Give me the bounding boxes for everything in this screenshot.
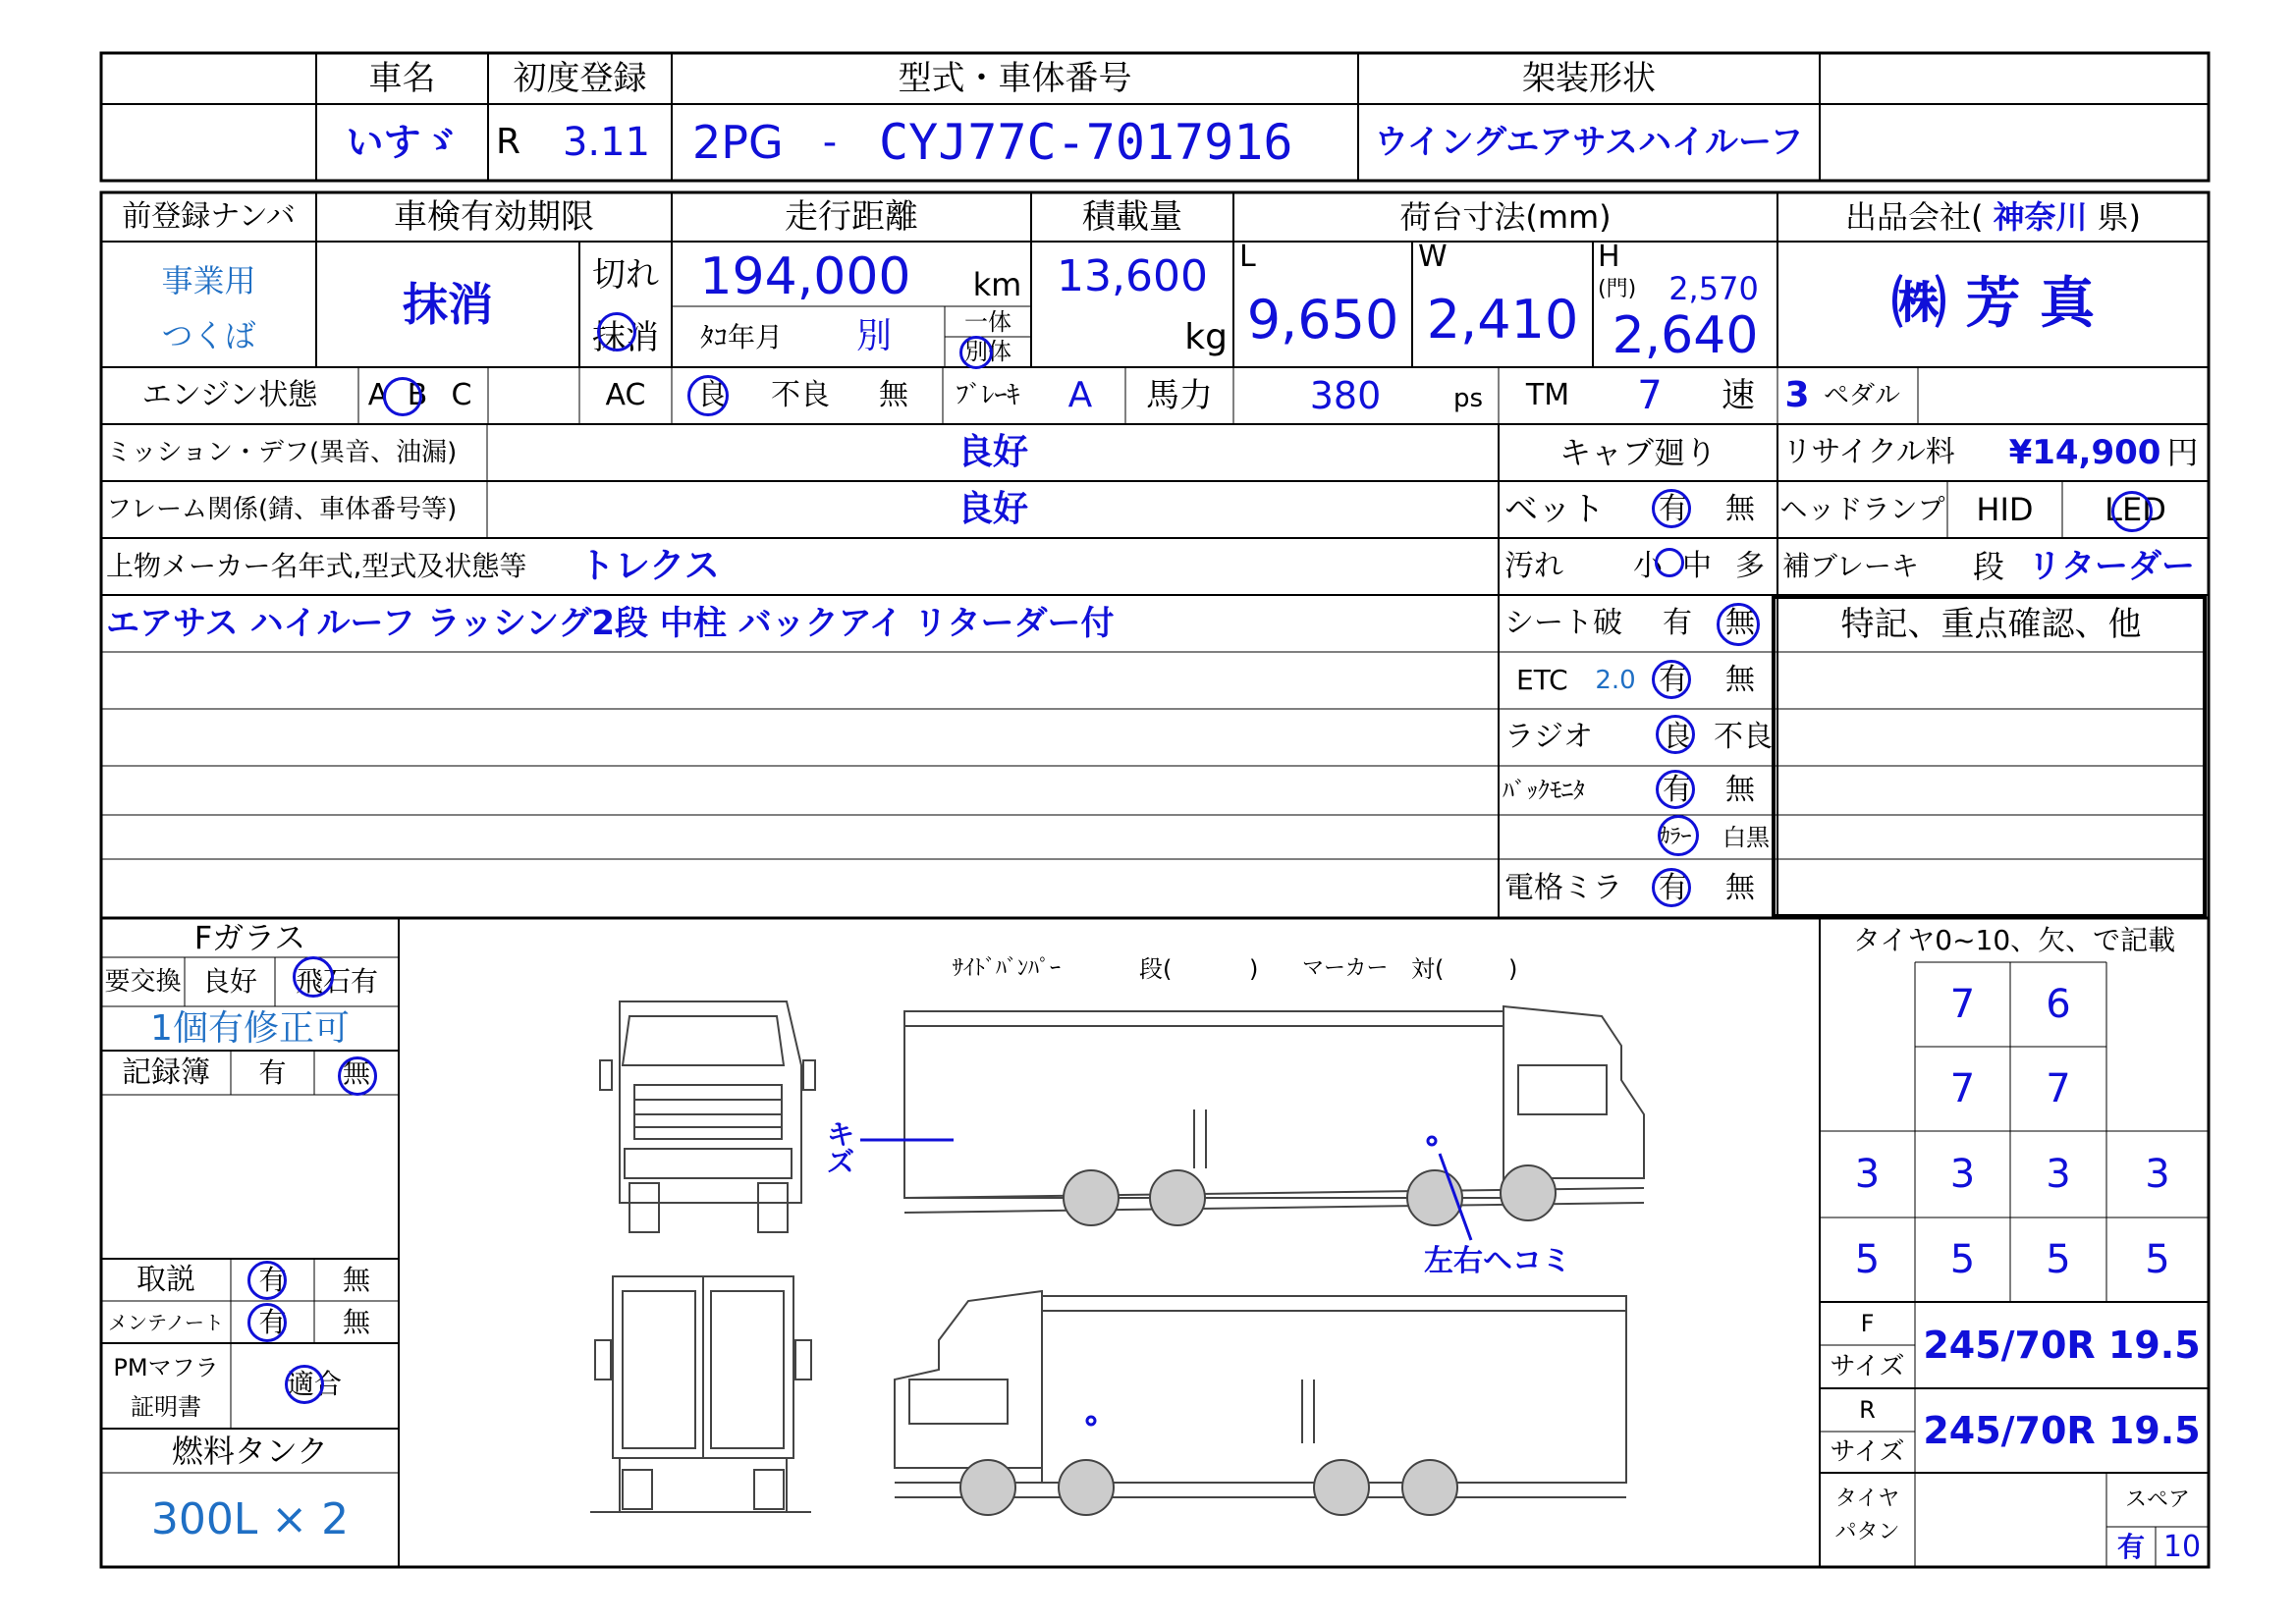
car-name: いすゞ xyxy=(346,121,459,164)
cancelled-label: 抹消 xyxy=(592,317,659,357)
cab-seat-yes: 有 xyxy=(1663,606,1692,640)
tire-r2-left: 7 xyxy=(1949,1066,1976,1111)
pm-circle xyxy=(285,1365,324,1404)
marker-pair: 対( xyxy=(1411,955,1445,983)
headlamp-hid: HID xyxy=(1976,491,2034,528)
mileage-label: 走行距離 xyxy=(785,197,918,237)
seller-label-post: 県) xyxy=(2097,198,2141,236)
tire-pattern-label-1: タイヤ xyxy=(1834,1487,1900,1511)
gate-label: (門) xyxy=(1598,277,1637,301)
marker-dot xyxy=(1428,1137,1436,1145)
glass-good: 良好 xyxy=(201,965,257,998)
engine-grade-c: C xyxy=(451,378,472,412)
ac-good-circle xyxy=(687,375,729,416)
reg-date: 3.11 xyxy=(562,120,651,165)
model-prefix: 2PG xyxy=(692,116,784,169)
spare-value: 10 xyxy=(2162,1529,2202,1564)
aux-brake-value: リターダー xyxy=(2028,547,2195,586)
bumper-step: 段( xyxy=(1139,955,1173,983)
ac-label: AC xyxy=(605,378,646,412)
manual-none: 無 xyxy=(342,1263,370,1296)
tire-r4-2: 5 xyxy=(1949,1237,1976,1282)
truck-side-view-right xyxy=(904,1006,1644,1225)
tire-r4-1: 5 xyxy=(1854,1237,1881,1282)
cab-mirror-label: 電格ミラ xyxy=(1504,871,1622,905)
reg-era: R xyxy=(496,122,521,162)
mission-value: 良好 xyxy=(957,432,1028,472)
plate-area: つくば xyxy=(161,317,256,354)
mileage-value: 194,000 xyxy=(699,247,911,306)
cab-etc-yes: 有 xyxy=(1659,663,1688,697)
maint-yes: 有 xyxy=(258,1305,287,1338)
length-value: 9,650 xyxy=(1246,289,1399,351)
brake-value: A xyxy=(1067,375,1093,415)
engine-label: エンジン状態 xyxy=(141,378,318,412)
cab-seat-circle xyxy=(1717,603,1760,646)
body-label: 架装形状 xyxy=(1522,59,1656,98)
spare-label: スペア xyxy=(2124,1488,2190,1512)
engine-grade-b: B xyxy=(407,378,428,412)
headlamp-led: LED xyxy=(2105,491,2166,528)
records-circle xyxy=(338,1056,377,1096)
ac-none: 無 xyxy=(879,378,908,412)
scratch-label: キズ xyxy=(827,1118,855,1178)
length-label: L xyxy=(1239,240,1256,274)
glass-note: 1個有修正可 xyxy=(150,1007,350,1049)
engine-grade-a: A xyxy=(367,378,389,412)
fuel-label: 燃料タンク xyxy=(171,1432,329,1470)
maint-circle xyxy=(247,1303,287,1342)
cab-mirror-yes: 有 xyxy=(1659,871,1688,905)
maint-label: メンテノート xyxy=(108,1310,224,1334)
power-value: 380 xyxy=(1309,374,1382,417)
truck-diagram xyxy=(399,918,1820,1567)
body-type: ウイングエアサスハイルーフ xyxy=(1374,123,1804,162)
pm-label-2: 証明書 xyxy=(131,1393,201,1421)
cab-color-circle xyxy=(1658,815,1699,856)
bumper-label: ｻｲﾄﾞﾊﾞﾝﾊﾟｰ xyxy=(953,956,1062,981)
tire-r3-3: 3 xyxy=(2046,1152,2071,1197)
body-maker-label: 上物メーカー名年式,型式及状態等 xyxy=(106,550,527,582)
marker-close: ) xyxy=(1508,955,1518,983)
ps-unit: ps xyxy=(1452,384,1484,413)
integrated-label: 一体 xyxy=(964,308,1011,336)
cab-radio-circle xyxy=(1656,715,1695,754)
tire-r1-left: 7 xyxy=(1949,982,1976,1027)
cab-mirror-circle xyxy=(1652,868,1691,907)
width-value: 2,410 xyxy=(1426,289,1579,351)
glass-title: Fガラス xyxy=(193,919,306,956)
separate-circle xyxy=(959,336,993,369)
model-dash: - xyxy=(822,120,838,165)
tacho-value: 別 xyxy=(855,316,892,356)
cab-dirt-small: 小 xyxy=(1633,549,1663,583)
gate-value: 2,570 xyxy=(1668,270,1759,307)
height-label: H xyxy=(1598,240,1620,274)
ac-good: 良 xyxy=(697,378,727,412)
cab-monitor-label: ﾊﾞｯｸﾓﾆﾀ xyxy=(1503,777,1585,804)
tire-r3-2: 3 xyxy=(1949,1152,1976,1197)
cab-monitor-yes: 有 xyxy=(1663,773,1692,807)
bed-size-label: 荷台寸法(mm) xyxy=(1399,198,1612,236)
recycle-label: リサイクル料 xyxy=(1782,435,1955,469)
tire-r2-right: 7 xyxy=(2046,1066,2071,1111)
prev-plate-label: 前登録ナンバ xyxy=(122,199,296,234)
km-unit: km xyxy=(972,266,1022,303)
cancelled-circle xyxy=(597,312,636,352)
width-label: W xyxy=(1418,240,1448,274)
tm-value: 7 xyxy=(1637,373,1663,418)
cab-dirt-large: 多 xyxy=(1735,549,1765,583)
cab-bed-circle xyxy=(1652,489,1691,528)
cab-etc-label: ETC xyxy=(1516,664,1568,696)
headlamp-label: ヘッドランプ xyxy=(1779,493,1945,525)
tire-r4-3: 5 xyxy=(2046,1237,2071,1282)
height-value: 2,640 xyxy=(1612,306,1759,365)
tire-r-size: 245/70R 19.5 xyxy=(1923,1409,2201,1452)
cab-color-label: ｶﾗｰ xyxy=(1659,824,1692,849)
body-maker-value: トレクス xyxy=(579,546,720,586)
cab-monitor-circle xyxy=(1656,770,1695,809)
cab-etc-none: 無 xyxy=(1725,663,1755,697)
model-label: 型式・車体番号 xyxy=(898,59,1132,98)
cab-title: キャブ廻り xyxy=(1558,434,1717,471)
engine-grade-circle xyxy=(383,377,422,416)
cab-dirt-label: 汚れ xyxy=(1504,549,1563,583)
records-label: 記録簿 xyxy=(122,1055,210,1090)
cab-bed-none: 無 xyxy=(1725,492,1755,526)
bumper-close: ) xyxy=(1249,955,1259,983)
cab-radio-bad: 不良 xyxy=(1714,720,1773,754)
tire-pattern-label-2: パタン xyxy=(1834,1520,1900,1544)
cab-bed-label: ベット xyxy=(1504,490,1605,529)
marker-label: マーカー xyxy=(1302,956,1389,981)
aux-brake-label: 補ブレーキ xyxy=(1782,550,1919,582)
plate-use: 事業用 xyxy=(161,262,256,299)
seller-name: ㈱ 芳 真 xyxy=(1891,272,2095,336)
cab-seat-none: 無 xyxy=(1725,606,1755,640)
cab-mirror-none: 無 xyxy=(1725,871,1755,905)
body-notes: エアサス ハイルーフ ラッシング2段 中柱 バックアイ リターダー付 xyxy=(106,604,1115,643)
tire-title: タイヤ0~10、欠、で記載 xyxy=(1852,923,2176,956)
ac-bad: 不良 xyxy=(771,378,830,412)
cab-etc-circle xyxy=(1652,660,1691,699)
truck-side-view-left xyxy=(895,1291,1626,1515)
cab-radio-good: 良 xyxy=(1663,720,1692,754)
manual-label: 取説 xyxy=(137,1262,195,1297)
truck-rear-view xyxy=(590,1276,811,1512)
pedal-label: ペダル xyxy=(1824,381,1901,410)
cab-bed-yes: 有 xyxy=(1659,492,1688,526)
manual-circle xyxy=(247,1261,287,1300)
manual-yes: 有 xyxy=(258,1263,287,1296)
tire-f-size-label: サイズ xyxy=(1830,1352,1905,1381)
expired-label: 切れ xyxy=(592,254,659,295)
remarks-title: 特記、重点確認、他 xyxy=(1840,605,2142,644)
maint-none: 無 xyxy=(342,1305,370,1338)
chassis-number: CYJ77C-7017916 xyxy=(879,114,1293,171)
glass-replace: 要交換 xyxy=(104,967,182,997)
tire-r1-right: 6 xyxy=(2046,982,2071,1027)
pm-label-1: PMマフラ xyxy=(113,1354,219,1381)
kg-unit: kg xyxy=(1184,317,1228,357)
first-reg-label: 初度登録 xyxy=(513,59,647,98)
recycle-value: ¥14,900 xyxy=(2008,433,2161,472)
records-yes: 有 xyxy=(258,1055,287,1089)
power-label: 馬力 xyxy=(1146,376,1213,415)
load-value: 13,600 xyxy=(1057,251,1208,301)
truck-front-view xyxy=(600,1001,815,1232)
inspection-value: 抹消 xyxy=(403,278,493,331)
mission-label: ミッション・デフ(異音、油漏) xyxy=(106,438,458,467)
cab-dirt-mid: 中 xyxy=(1682,549,1712,583)
cab-monitor-none: 無 xyxy=(1725,773,1755,807)
cab-seat-label: シート破 xyxy=(1504,606,1622,640)
separate-label: 別体 xyxy=(964,338,1011,365)
speed-label: 速 xyxy=(1722,376,1755,415)
tire-r3-1: 3 xyxy=(1854,1152,1881,1197)
cab-mono-label: 白黒 xyxy=(1722,823,1770,851)
tire-f-label: F xyxy=(1860,1310,1875,1337)
aux-brake-step: 段 xyxy=(1972,548,2004,585)
cab-radio-label: ラジオ xyxy=(1504,720,1593,754)
tm-label: TM xyxy=(1525,378,1570,412)
frame-label: フレーム関係(錆、車体番号等) xyxy=(106,495,458,524)
cab-etc-version: 2.0 xyxy=(1595,666,1636,695)
brake-label: ﾌﾞﾚｰｷ xyxy=(956,381,1020,410)
car-name-label: 車名 xyxy=(368,59,436,98)
pm-value: 適合 xyxy=(286,1368,342,1400)
records-none: 無 xyxy=(342,1055,370,1089)
fuel-value: 300L × 2 xyxy=(150,1494,350,1544)
glass-chip-circle xyxy=(293,956,334,998)
tire-r4-4: 5 xyxy=(2145,1237,2170,1282)
dent-label: 左右ヘコミ xyxy=(1424,1244,1571,1278)
seller-prefecture: 神奈川 xyxy=(1993,198,2088,236)
tire-r-label: R xyxy=(1859,1396,1876,1424)
seller-label-pre: 出品会社( xyxy=(1844,198,1984,236)
tire-f-size: 245/70R 19.5 xyxy=(1923,1324,2201,1367)
spare-yes: 有 xyxy=(2116,1530,2145,1563)
tacho-label: ﾀｺ年月 xyxy=(699,321,783,353)
tire-r-size-label: サイズ xyxy=(1830,1437,1905,1467)
frame-value: 良好 xyxy=(957,489,1028,529)
tire-r3-4: 3 xyxy=(2145,1152,2170,1197)
pedal-value: 3 xyxy=(1784,375,1810,415)
glass-chip: 飛石有 xyxy=(295,965,378,998)
load-label: 積載量 xyxy=(1082,197,1182,237)
headlamp-led-circle xyxy=(2111,491,2153,532)
marker-dot-left xyxy=(1087,1417,1095,1425)
recycle-unit: 円 xyxy=(2166,434,2199,471)
inspection-label: 車検有効期限 xyxy=(394,197,594,237)
